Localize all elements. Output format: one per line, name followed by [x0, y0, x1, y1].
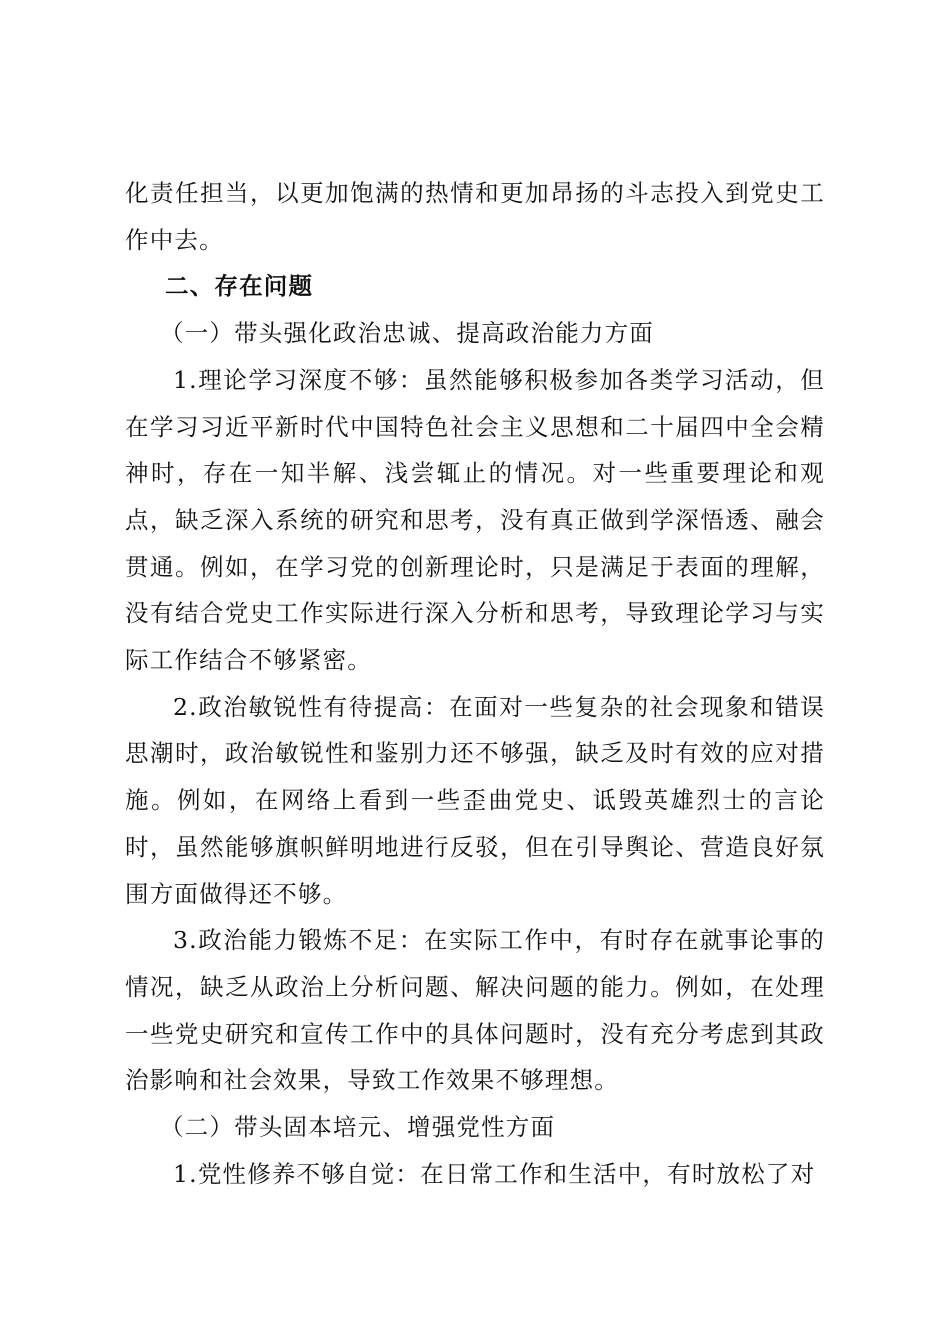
- continued-paragraph: 化责任担当，以更加饱满的热情和更加昂扬的斗志投入到党史工作中去。: [125, 179, 825, 254]
- subsection-heading-political-loyalty: （一）带头强化政治忠诚、提高政治能力方面: [160, 319, 654, 348]
- paragraph-theory-study: 1.理论学习深度不够：虽然能够积极参加各类学习活动，但在学习习近平新时代中国特色社会主义思想和二十届四中全会精神时，存在一知半解、浅尝辄止的情况。对一些重要理论和观点，缺乏深入系统的研究和思考，没有真正做到学深悟透、融会贯通。例如，在学习党的创新理论时，只是满足于表面的理解，没有结合党史工作实际进行深入分析和思考，导致理论学习与实际工作结合不够紧密。: [125, 365, 825, 675]
- document-body: [125, 170, 825, 1197]
- section-heading-existing-problems: 二、存在问题: [165, 272, 314, 301]
- paragraph-political-sensitivity: 2.政治敏锐性有待提高：在面对一些复杂的社会现象和错误思潮时，政治敏锐性和鉴别力还不够强，缺乏及时有效的应对措施。例如，在网络上看到一些歪曲党史、诋毁英雄烈士的言论时，虽然能够旗帜鲜明地进行反驳，但在引导舆论、营造良好氛围方面做得还不够。: [125, 692, 825, 908]
- paragraph-political-ability: 3.政治能力锻炼不足：在实际工作中，有时存在就事论事的情况，缺乏从政治上分析问题、解决问题的能力。例如，在处理一些党史研究和宣传工作中的具体问题时，没有充分考虑到其政治影响和社会效果，导致工作效果不够理想。: [125, 926, 825, 1095]
- paragraph-party-cultivation: 1.党性修养不够自觉：在日常工作和生活中，有时放松了对: [173, 1159, 816, 1188]
- subsection-heading-party-spirit: （二）带头固本培元、增强党性方面: [160, 1113, 556, 1142]
